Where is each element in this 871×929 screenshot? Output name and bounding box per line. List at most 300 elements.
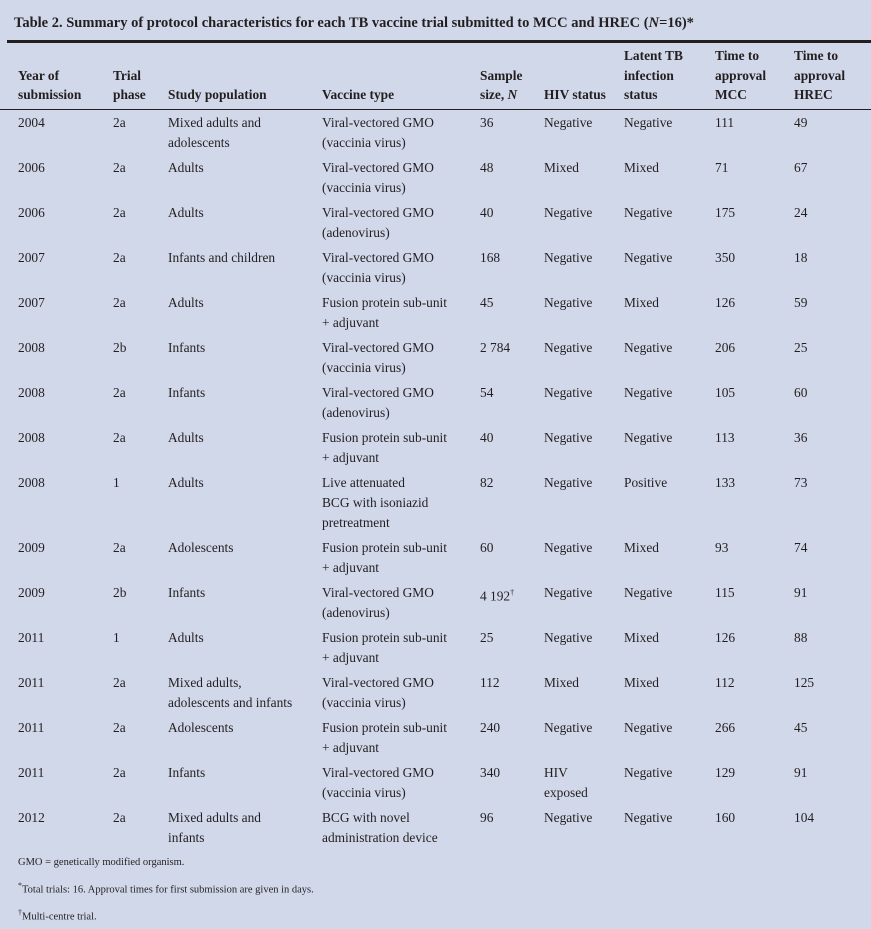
- cell-phase: [113, 715, 168, 760]
- cell-phase: [113, 155, 168, 200]
- sample-value: 82: [480, 474, 494, 490]
- cell-line: + adjuvant: [322, 649, 380, 665]
- mcc-value: 175: [715, 204, 736, 220]
- mcc-value: 105: [715, 384, 736, 400]
- cell-phase: [113, 580, 168, 625]
- cell-year: [0, 715, 113, 760]
- latent-value: Negative: [624, 384, 673, 400]
- cell-sample: [480, 155, 544, 200]
- mcc-value: 71: [715, 159, 729, 175]
- table-row: [0, 290, 871, 335]
- cell-hiv: [544, 535, 624, 580]
- mcc-value: 126: [715, 629, 736, 645]
- cell-phase: [113, 425, 168, 470]
- table-row: [0, 245, 871, 290]
- mcc-value: 133: [715, 474, 736, 490]
- sample-value: 4 192: [480, 587, 511, 603]
- cell-sample: [480, 245, 544, 290]
- cell-line: Negative: [544, 809, 593, 825]
- dagger-mark: †: [18, 907, 22, 917]
- cell-line: exposed: [544, 784, 588, 800]
- cell-hiv: [544, 760, 624, 805]
- cell-line: Infants: [168, 339, 206, 355]
- hrec-value: 74: [794, 539, 808, 555]
- table-row: [0, 335, 871, 380]
- cell-latent: [624, 580, 715, 625]
- cell-line: Adults: [168, 159, 204, 175]
- cell-line: Fusion protein sub-unit: [322, 719, 447, 735]
- table-row: [0, 625, 871, 670]
- cell-mcc: [715, 580, 794, 625]
- header-year: [0, 44, 113, 109]
- sample-value: 96: [480, 809, 494, 825]
- cell-hrec: [794, 580, 871, 625]
- header-population: [168, 44, 322, 109]
- cell-line: (adenovirus): [322, 604, 390, 620]
- table-row: [0, 670, 871, 715]
- cell-latent: [624, 670, 715, 715]
- cell-latent: [624, 109, 715, 155]
- cell-line: (vaccinia virus): [322, 784, 406, 800]
- cell-hiv: [544, 805, 624, 850]
- cell-vaccine: [322, 425, 480, 470]
- cell-latent: [624, 805, 715, 850]
- footnotes: [18, 852, 314, 929]
- table-row: [0, 470, 871, 535]
- cell-line: MCC: [715, 87, 747, 102]
- cell-hiv: [544, 470, 624, 535]
- table-row: [0, 805, 871, 850]
- protocol-table: [0, 44, 871, 850]
- cell-line: Adults: [168, 294, 204, 310]
- cell-line: Viral-vectored GMO: [322, 204, 434, 220]
- cell-hiv: [544, 155, 624, 200]
- hrec-value: 91: [794, 584, 808, 600]
- cell-hiv: [544, 245, 624, 290]
- phase-value: 2a: [113, 249, 126, 265]
- cell-line: Fusion protein sub-unit: [322, 539, 447, 555]
- cell-line: Viral-vectored GMO: [322, 764, 434, 780]
- sample-value: 168: [480, 249, 501, 265]
- hrec-value: 45: [794, 719, 808, 735]
- latent-value: Mixed: [624, 539, 659, 555]
- top-rule: [7, 40, 871, 43]
- header-sample: [480, 44, 544, 109]
- latent-value: Negative: [624, 764, 673, 780]
- header-row: [0, 44, 871, 109]
- cell-line: + adjuvant: [322, 314, 380, 330]
- cell-latent: [624, 245, 715, 290]
- cell-latent: [624, 625, 715, 670]
- cell-line: Fusion protein sub-unit: [322, 629, 447, 645]
- cell-year: [0, 670, 113, 715]
- cell-sample: [480, 425, 544, 470]
- cell-year: [0, 535, 113, 580]
- cell-population: [168, 335, 322, 380]
- cell-mcc: [715, 805, 794, 850]
- cell-line: Infants: [168, 764, 206, 780]
- cell-hrec: [794, 805, 871, 850]
- mcc-value: 115: [715, 584, 735, 600]
- cell-population: [168, 290, 322, 335]
- table-row: [0, 425, 871, 470]
- table-row: [0, 380, 871, 425]
- cell-vaccine: [322, 380, 480, 425]
- cell-population: [168, 805, 322, 850]
- cell-vaccine: [322, 715, 480, 760]
- cell-line: (adenovirus): [322, 404, 390, 420]
- year-value: 2011: [18, 674, 45, 690]
- cell-line: Live attenuated: [322, 474, 405, 490]
- cell-vaccine: [322, 580, 480, 625]
- year-value: 2004: [18, 114, 45, 130]
- cell-line: Fusion protein sub-unit: [322, 294, 447, 310]
- cell-hrec: [794, 715, 871, 760]
- cell-line: Negative: [544, 429, 593, 445]
- cell-hiv: [544, 670, 624, 715]
- cell-hrec: [794, 200, 871, 245]
- hrec-value: 25: [794, 339, 808, 355]
- cell-hrec: [794, 425, 871, 470]
- table-row: [0, 760, 871, 805]
- cell-line: Adults: [168, 629, 204, 645]
- cell-line: (vaccinia virus): [322, 359, 406, 375]
- cell-line: Negative: [544, 629, 593, 645]
- mcc-value: 206: [715, 339, 736, 355]
- cell-line: Negative: [544, 249, 593, 265]
- cell-line: infection: [624, 67, 674, 83]
- cell-line: Mixed: [544, 674, 579, 690]
- cell-vaccine: [322, 625, 480, 670]
- cell-line: Viral-vectored GMO: [322, 249, 434, 265]
- cell-latent: [624, 470, 715, 535]
- cell-phase: [113, 470, 168, 535]
- cell-hiv: [544, 380, 624, 425]
- latent-value: Negative: [624, 429, 673, 445]
- hrec-value: 60: [794, 384, 808, 400]
- header-mcc: [715, 44, 794, 109]
- cell-line: Negative: [544, 384, 593, 400]
- year-value: 2006: [18, 204, 45, 220]
- year-value: 2011: [18, 719, 45, 735]
- cell-line: Negative: [544, 339, 593, 355]
- sample-value: 54: [480, 384, 494, 400]
- cell-phase: [113, 805, 168, 850]
- phase-value: 1: [113, 629, 120, 645]
- latent-value: Negative: [624, 339, 673, 355]
- cell-line: HREC: [794, 87, 833, 102]
- title-n: N: [648, 15, 660, 31]
- cell-line: Viral-vectored GMO: [322, 159, 434, 175]
- cell-line: Negative: [544, 114, 593, 130]
- phase-value: 2a: [113, 809, 126, 825]
- cell-year: [0, 155, 113, 200]
- cell-year: [0, 470, 113, 535]
- cell-sample: [480, 109, 544, 155]
- header-latent: [624, 44, 715, 109]
- cell-phase: [113, 200, 168, 245]
- cell-hrec: [794, 335, 871, 380]
- cell-sample: [480, 805, 544, 850]
- cell-mcc: [715, 109, 794, 155]
- latent-value: Negative: [624, 204, 673, 220]
- cell-year: [0, 200, 113, 245]
- cell-line: Year of: [18, 67, 60, 83]
- mcc-value: 126: [715, 294, 736, 310]
- cell-hrec: [794, 625, 871, 670]
- cell-line: BCG with novel: [322, 809, 410, 825]
- cell-vaccine: [322, 200, 480, 245]
- cell-hrec: [794, 155, 871, 200]
- cell-line: (vaccinia virus): [322, 134, 406, 150]
- hrec-value: 73: [794, 474, 808, 490]
- cell-line: (vaccinia virus): [322, 179, 406, 195]
- cell-sample: [480, 535, 544, 580]
- cell-population: [168, 715, 322, 760]
- cell-line: Infants: [168, 384, 206, 400]
- year-value: 2009: [18, 539, 45, 555]
- cell-vaccine: [322, 109, 480, 155]
- cell-line: Mixed: [544, 159, 579, 175]
- cell-sample: [480, 715, 544, 760]
- cell-line: Negative: [544, 294, 593, 310]
- cell-sample: [480, 470, 544, 535]
- cell-line: Latent TB: [624, 48, 683, 63]
- year-value: 2011: [18, 764, 45, 780]
- phase-value: 2a: [113, 719, 126, 735]
- cell-latent: [624, 715, 715, 760]
- table-title: [14, 15, 694, 32]
- sample-value: 36: [480, 114, 494, 130]
- cell-line: Negative: [544, 584, 593, 600]
- cell-latent: [624, 200, 715, 245]
- cell-line: (vaccinia virus): [322, 694, 406, 710]
- cell-vaccine: [322, 670, 480, 715]
- cell-line: phase: [113, 87, 146, 102]
- year-value: 2009: [18, 584, 45, 600]
- cell-hrec: [794, 760, 871, 805]
- footnote-dagger: [18, 902, 314, 929]
- hrec-value: 104: [794, 809, 815, 825]
- sample-value: 25: [480, 629, 494, 645]
- phase-value: 2b: [113, 339, 127, 355]
- star-mark: *: [18, 880, 22, 890]
- cell-phase: [113, 109, 168, 155]
- table-row: [0, 535, 871, 580]
- cell-vaccine: [322, 290, 480, 335]
- cell-phase: [113, 290, 168, 335]
- cell-line: HIV status: [544, 87, 606, 102]
- mcc-value: 112: [715, 674, 735, 690]
- cell-line: + adjuvant: [322, 739, 380, 755]
- cell-year: [0, 380, 113, 425]
- cell-hiv: [544, 580, 624, 625]
- cell-latent: [624, 760, 715, 805]
- phase-value: 2a: [113, 674, 126, 690]
- latent-value: Mixed: [624, 629, 659, 645]
- sample-value: 40: [480, 429, 494, 445]
- mcc-value: 93: [715, 539, 729, 555]
- hrec-value: 125: [794, 674, 815, 690]
- cell-hrec: [794, 290, 871, 335]
- cell-phase: [113, 670, 168, 715]
- header-vaccine: [322, 44, 480, 109]
- cell-line: Negative: [544, 539, 593, 555]
- latent-value: Negative: [624, 249, 673, 265]
- footnote-dagger-text: Multi-centre trial.: [22, 911, 97, 922]
- cell-line: (vaccinia virus): [322, 269, 406, 285]
- hrec-value: 59: [794, 294, 808, 310]
- cell-population: [168, 245, 322, 290]
- cell-line: Viral-vectored GMO: [322, 674, 434, 690]
- cell-line: approval: [794, 67, 846, 83]
- cell-population: [168, 535, 322, 580]
- header-sample-n: N: [507, 87, 518, 102]
- sample-value: 2 784: [480, 339, 511, 355]
- cell-line: (adenovirus): [322, 224, 390, 240]
- cell-sample: [480, 580, 544, 625]
- mcc-value: 160: [715, 809, 736, 825]
- header-hrec: [794, 44, 871, 109]
- mcc-value: 129: [715, 764, 736, 780]
- sample-value: 60: [480, 539, 494, 555]
- cell-line: Infants: [168, 584, 206, 600]
- cell-line: Adults: [168, 429, 204, 445]
- cell-population: [168, 470, 322, 535]
- cell-line: approval: [715, 67, 767, 83]
- hrec-value: 24: [794, 204, 808, 220]
- cell-phase: [113, 245, 168, 290]
- year-value: 2008: [18, 384, 45, 400]
- cell-line: Viral-vectored GMO: [322, 584, 434, 600]
- phase-value: 2a: [113, 159, 126, 175]
- latent-value: Mixed: [624, 294, 659, 310]
- cell-population: [168, 380, 322, 425]
- cell-line: HIV: [544, 764, 568, 780]
- phase-value: 2a: [113, 114, 126, 130]
- mcc-value: 266: [715, 719, 736, 735]
- cell-hiv: [544, 200, 624, 245]
- cell-population: [168, 425, 322, 470]
- cell-sample: [480, 335, 544, 380]
- cell-year: [0, 805, 113, 850]
- cell-latent: [624, 425, 715, 470]
- cell-mcc: [715, 425, 794, 470]
- cell-population: [168, 670, 322, 715]
- footnote-star: [18, 875, 314, 902]
- cell-hrec: [794, 245, 871, 290]
- cell-hiv: [544, 625, 624, 670]
- cell-line: + adjuvant: [322, 449, 380, 465]
- hrec-value: 18: [794, 249, 808, 265]
- cell-line: Mixed adults and: [168, 114, 261, 130]
- cell-hiv: [544, 335, 624, 380]
- cell-line: Viral-vectored GMO: [322, 339, 434, 355]
- sample-value: 112: [480, 674, 500, 690]
- cell-population: [168, 625, 322, 670]
- cell-mcc: [715, 155, 794, 200]
- cell-line: Adolescents: [168, 719, 234, 735]
- cell-line: Time to: [715, 48, 760, 63]
- cell-line: pretreatment: [322, 514, 390, 530]
- cell-phase: [113, 335, 168, 380]
- hrec-value: 67: [794, 159, 808, 175]
- cell-year: [0, 425, 113, 470]
- cell-line: infants: [168, 829, 205, 845]
- phase-value: 1: [113, 474, 120, 490]
- cell-line: Mixed adults and: [168, 809, 261, 825]
- cell-year: [0, 625, 113, 670]
- cell-line: BCG with isoniazid: [322, 494, 429, 510]
- cell-mcc: [715, 380, 794, 425]
- latent-value: Mixed: [624, 674, 659, 690]
- cell-sample: [480, 625, 544, 670]
- cell-latent: [624, 290, 715, 335]
- sample-value: 48: [480, 159, 494, 175]
- cell-latent: [624, 155, 715, 200]
- cell-year: [0, 760, 113, 805]
- cell-mcc: [715, 760, 794, 805]
- cell-line: Infants and children: [168, 249, 276, 265]
- title-text: Table 2. Summary of protocol characteristics for each TB vaccine trial submitted to MCC and HREC (: [14, 15, 649, 31]
- cell-line: Time to: [794, 48, 839, 63]
- cell-line: submission: [18, 87, 82, 102]
- cell-latent: [624, 335, 715, 380]
- sample-value: 40: [480, 204, 494, 220]
- year-value: 2008: [18, 474, 45, 490]
- cell-population: [168, 200, 322, 245]
- cell-vaccine: [322, 245, 480, 290]
- cell-latent: [624, 535, 715, 580]
- cell-vaccine: [322, 470, 480, 535]
- cell-population: [168, 580, 322, 625]
- mcc-value: 350: [715, 249, 736, 265]
- phase-value: 2a: [113, 429, 126, 445]
- cell-hrec: [794, 109, 871, 155]
- phase-value: 2a: [113, 384, 126, 400]
- cell-sample: [480, 760, 544, 805]
- cell-year: [0, 335, 113, 380]
- year-value: 2012: [18, 809, 45, 825]
- cell-year: [0, 580, 113, 625]
- cell-line: Study population: [168, 87, 267, 102]
- table-row: [0, 155, 871, 200]
- cell-mcc: [715, 200, 794, 245]
- cell-mcc: [715, 535, 794, 580]
- cell-line: status: [624, 87, 658, 102]
- cell-line: Adults: [168, 474, 204, 490]
- cell-vaccine: [322, 535, 480, 580]
- cell-population: [168, 155, 322, 200]
- latent-value: Negative: [624, 584, 673, 600]
- cell-hiv: [544, 715, 624, 760]
- hrec-value: 91: [794, 764, 808, 780]
- cell-line: Viral-vectored GMO: [322, 384, 434, 400]
- cell-mcc: [715, 625, 794, 670]
- table-row: [0, 715, 871, 760]
- latent-value: Mixed: [624, 159, 659, 175]
- year-value: 2011: [18, 629, 45, 645]
- cell-line: adolescents and infants: [168, 694, 293, 710]
- cell-mcc: [715, 670, 794, 715]
- title-suffix: =16)*: [659, 15, 694, 31]
- phase-value: 2a: [113, 204, 126, 220]
- hrec-value: 49: [794, 114, 808, 130]
- cell-phase: [113, 380, 168, 425]
- cell-vaccine: [322, 335, 480, 380]
- cell-hrec: [794, 380, 871, 425]
- footnote-gmo: GMO = genetically modified organism.: [18, 857, 185, 868]
